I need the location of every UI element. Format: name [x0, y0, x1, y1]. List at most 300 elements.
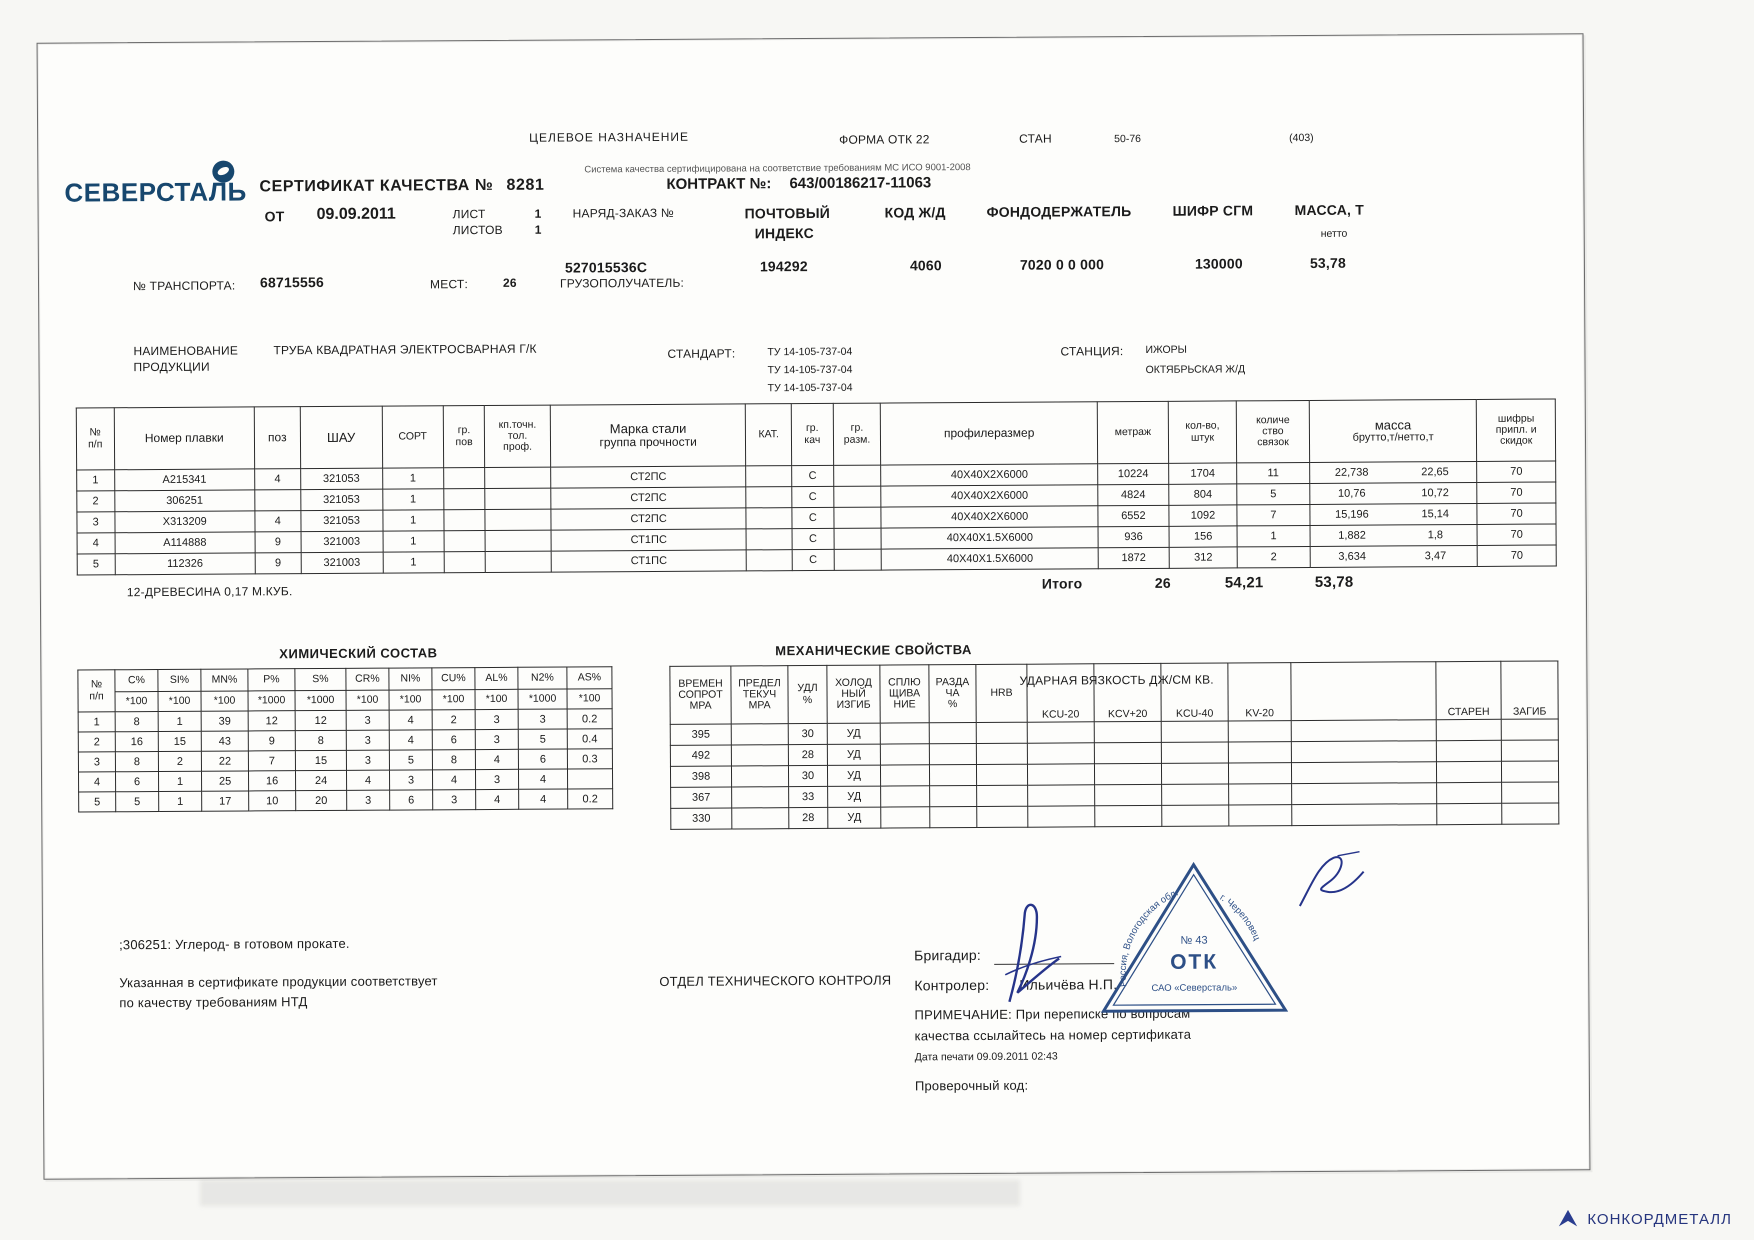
cell-kp: [485, 488, 551, 509]
th-heat: Номер плавки: [114, 407, 255, 470]
chem-mult-5: *100: [346, 690, 389, 710]
cell-gr-kach: С: [792, 528, 834, 549]
cell-heat: 306251: [114, 490, 255, 512]
mech-cell-elong: 28: [789, 807, 828, 828]
places-label: МЕСТ:: [429, 277, 469, 292]
severstal-logo: [64, 176, 254, 208]
standard-value-0: ТУ 14-105-737-04: [767, 345, 853, 359]
chem-cell-mn: 25: [201, 771, 248, 791]
conformity-line1: Указанная в сертификате продукции соответствует: [119, 973, 438, 991]
stamp-otk: ОТК: [1170, 950, 1219, 974]
cell-codes: 70: [1477, 503, 1556, 524]
chem-row: [78, 709, 612, 732]
cell-shau: 321003: [301, 552, 383, 574]
mech-cell-kcu40: [1161, 763, 1228, 784]
cell-codes: 70: [1477, 461, 1556, 482]
cell-codes: 70: [1478, 545, 1557, 566]
chem-cell-n2: 3: [518, 709, 567, 729]
th-kat: КАТ.: [746, 404, 792, 466]
mass-label: МАССА, Т: [1294, 201, 1364, 219]
mech-cell-hrb: [977, 785, 1028, 806]
cell-qty: 312: [1169, 547, 1237, 568]
chem-cell-p: 9: [248, 731, 295, 751]
standard-value-2: ТУ 14-105-737-04: [767, 381, 853, 395]
chem-cell-cu: 8: [432, 750, 475, 770]
chem-cell-as: 0.2: [568, 789, 613, 809]
chem-cell-c: 16: [115, 732, 158, 752]
check-code-label: Проверочный код:: [914, 1077, 1029, 1094]
cell-gr-razm: [834, 528, 882, 549]
chem-th-si: SI%: [158, 669, 201, 691]
code-paren: (403): [1289, 131, 1314, 145]
cell-gr-pov: [444, 510, 486, 531]
carbon-note: ;306251: Углерод- в готовом прокате.: [119, 935, 350, 953]
chem-mult-1: *100: [158, 691, 201, 711]
mech-cell-kcv20: [1094, 763, 1161, 784]
chem-cell-s: 8: [295, 730, 346, 750]
mech-cell-expansion: [930, 786, 977, 807]
chem-cell-no: 2: [78, 732, 115, 752]
chem-row: [79, 789, 613, 812]
chem-cell-no: 1: [78, 712, 115, 732]
mech-cell-hrb: [976, 722, 1027, 743]
station-label: СТАНЦИЯ:: [1060, 344, 1124, 359]
conformity-line2: по качеству требованиям НТД: [119, 994, 308, 1011]
chem-cell-si: 1: [159, 791, 202, 811]
svg-text:Россия, Вологодская обл.: [1117, 887, 1180, 987]
mech-cell-kcu20: [1027, 764, 1094, 785]
mech-th-kcu40: KCU-40: [1161, 663, 1228, 721]
chem-cell-as: 0.4: [567, 729, 612, 749]
mech-cell-tensile: 330: [671, 808, 732, 829]
mech-cell-bend: УД: [827, 765, 880, 786]
chem-cell-cr: 3: [346, 730, 389, 750]
chem-cell-c: 6: [115, 772, 158, 792]
cell-shau: 321053: [300, 510, 382, 532]
mech-row: [671, 803, 1559, 829]
mech-th-yield: ПРЕДЕЛ ТЕКУЧ МРА: [731, 666, 788, 724]
mech-cell-bend: УД: [827, 744, 880, 765]
cell-shau: 321053: [300, 468, 382, 490]
mech-cell-flattening: [881, 807, 930, 828]
cell-steel: СТ1ПС: [551, 529, 747, 551]
table-row: [77, 545, 1556, 575]
mech-cell-aging: [1436, 761, 1501, 782]
cell-gr-razm: [833, 486, 881, 507]
mass-value: 53,78: [1309, 254, 1347, 271]
cert-title-text: СЕРТИФИКАТ КАЧЕСТВА №: [259, 176, 494, 196]
cell-no: 2: [77, 491, 115, 512]
mech-th-expansion: РАЗДА ЧА %: [929, 665, 976, 723]
otk-department: ОТДЕЛ ТЕХНИЧЕСКОГО КОНТРОЛЯ: [659, 972, 892, 989]
mechanical-table: [669, 660, 1559, 829]
chem-cell-al: 3: [475, 709, 518, 729]
postal-label-line2: ИНДЕКС: [754, 224, 814, 242]
cell-mass: [1310, 524, 1478, 546]
mech-cell-bendtest: [1502, 803, 1559, 824]
mechanical-title: МЕХАНИЧЕСКИЕ СВОЙСТВА: [775, 642, 972, 659]
main-table-wrap: [76, 398, 1557, 575]
cell-bundles: 1: [1237, 525, 1310, 546]
fund-label: ФОНДОДЕРЖАТЕЛЬ: [986, 203, 1132, 220]
mech-th-hrb: HRB: [976, 664, 1027, 722]
brigadier-label: Бригадир:: [914, 946, 982, 964]
cell-heat: А114888: [115, 532, 256, 554]
remark-line1: ПРИМЕЧАНИЕ: При переписке по вопросам: [914, 1005, 1191, 1023]
th-steel-line1: Марка стали: [609, 421, 687, 437]
mech-cell-spacer: [1291, 741, 1436, 763]
mech-cell-bendtest: [1501, 740, 1558, 761]
cell-steel: СТ2ПС: [550, 466, 746, 488]
cell-pos: 9: [255, 532, 301, 553]
mech-cell-elong: 30: [788, 723, 827, 744]
postal-label-line1: ПОЧТОВЫЙ: [744, 204, 831, 222]
mech-row: [670, 740, 1558, 766]
chem-cell-cr: 3: [347, 790, 390, 810]
cell-mass-net: 10,72: [1421, 487, 1449, 500]
th-gr-razm: гр. разм.: [833, 403, 881, 465]
cell-mass: [1309, 461, 1477, 483]
main-table: [76, 398, 1557, 575]
chem-cell-mn: 17: [202, 791, 249, 811]
cell-mass-gross: 15,196: [1335, 508, 1369, 521]
cell-pos: 4: [255, 469, 301, 490]
chem-th-n2: N2%: [518, 667, 567, 689]
chem-cell-no: 3: [78, 752, 115, 772]
cell-kat: [747, 550, 793, 571]
mech-cell-kv20: [1228, 721, 1291, 742]
mech-th-kcv20: KCV+20: [1094, 663, 1161, 721]
mech-cell-elong: 30: [788, 765, 827, 786]
chem-cell-c: 8: [115, 712, 158, 732]
cell-sort: 1: [383, 552, 444, 573]
chem-cell-n2: 4: [518, 769, 567, 789]
station-value-railway: ОКТЯБРЬСКАЯ Ж/Д: [1145, 363, 1246, 376]
table-row: [77, 461, 1556, 491]
chem-th-p: P%: [248, 669, 295, 691]
cell-meterage: 6552: [1098, 505, 1169, 526]
wood-note: 12-ДРЕВЕСИНА 0,17 М.КУБ.: [126, 584, 293, 600]
mech-cell-spacer: [1292, 783, 1437, 805]
chem-cell-mn: 22: [201, 751, 248, 771]
mech-cell-yield: [731, 745, 788, 766]
chem-cell-ni: 3: [389, 770, 432, 790]
mech-th-kcu20: KCU-20: [1027, 664, 1094, 722]
mech-row: [670, 719, 1558, 745]
mech-cell-tensile: 367: [671, 787, 732, 808]
mech-cell-tensile: 398: [670, 766, 731, 787]
th-profile: профилеразмер: [881, 402, 1098, 465]
cell-bundles: 7: [1237, 504, 1310, 525]
stamp-arc-left: Россия, Вологодская обл.: [1117, 887, 1181, 988]
chem-cell-mn: 43: [201, 731, 248, 751]
chem-cell-as: 0.3: [567, 749, 612, 769]
mech-cell-aging: [1436, 740, 1501, 761]
mech-cell-expansion: [930, 807, 977, 828]
cell-meterage: 1872: [1098, 547, 1169, 568]
th-mass: масса брутто,т/нетто,т: [1309, 399, 1477, 462]
chem-mult-2: *100: [201, 691, 248, 711]
controller-name: Ильичёва Н.П.: [1019, 976, 1118, 993]
product-name-label-line2: ПРОДУКЦИИ: [133, 359, 210, 375]
mech-cell-kcu20: [1028, 806, 1095, 827]
cell-mass-net: 3,47: [1424, 550, 1447, 563]
chemical-table-wrap: [77, 666, 613, 812]
order-label: НАРЯД-ЗАКАЗ №: [572, 205, 675, 221]
standard-value-1: ТУ 14-105-737-04: [767, 363, 853, 377]
cell-shau: 321003: [301, 531, 383, 553]
cell-gr-pov: [444, 489, 486, 510]
footer-brand: [1557, 1208, 1732, 1230]
mech-cell-expansion: [929, 765, 976, 786]
cert-number: 8281: [506, 176, 545, 194]
chem-cell-cu: 4: [432, 770, 475, 790]
cell-gr-kach: С: [792, 507, 834, 528]
contract-label: КОНТРАКТ №:: [666, 175, 772, 193]
cell-steel: СТ2ПС: [551, 508, 747, 530]
chem-cell-si: 1: [158, 771, 201, 791]
chem-cell-n2: 5: [518, 729, 567, 749]
mech-cell-aging: [1437, 782, 1502, 803]
cell-sort: 1: [383, 531, 444, 552]
cell-shau: 321053: [300, 489, 382, 511]
sheet-value: 1: [534, 206, 542, 221]
mech-cell-kcu40: [1162, 784, 1229, 805]
chem-mult-7: *100: [432, 690, 475, 710]
consignee-label: ГРУЗОПОЛУЧАТЕЛЬ:: [559, 275, 685, 291]
chem-cell-ni: 6: [390, 790, 433, 810]
chem-cell-al: 4: [475, 749, 518, 769]
cell-profile: 40Х40Х1.5Х6000: [881, 527, 1098, 549]
product-name-label-line1: НАИМЕНОВАНИЕ: [133, 343, 239, 359]
cell-sort: 1: [383, 510, 444, 531]
mech-row: [671, 782, 1559, 808]
chem-cell-cr: 3: [346, 750, 389, 770]
cell-gr-pov: [443, 468, 485, 489]
mech-th-spacer: [1291, 662, 1436, 721]
station-value-city: ИЖОРЫ: [1145, 343, 1187, 356]
th-bundles: количе ство связок: [1236, 400, 1309, 462]
cell-meterage: 10224: [1098, 463, 1169, 484]
mill-value: 50-76: [1114, 132, 1142, 146]
chem-mult-4: *1000: [295, 690, 346, 710]
mech-cell-kv20: [1228, 742, 1291, 763]
cell-sort: 1: [382, 468, 443, 489]
cell-kat: [746, 466, 792, 487]
chem-cell-s: 20: [296, 790, 347, 810]
mech-cell-flattening: [880, 765, 929, 786]
chem-cell-si: 1: [158, 711, 201, 731]
otk-stamp: [1099, 858, 1290, 1019]
mech-cell-kcu40: [1162, 805, 1229, 826]
chem-cell-cr: 3: [346, 710, 389, 730]
chemical-table: [77, 666, 613, 812]
chem-th-mn: MN%: [201, 669, 248, 691]
cell-pos: [255, 490, 301, 511]
contract-value: 643/00186217-11063: [789, 174, 932, 193]
cell-qty: 1704: [1169, 463, 1237, 484]
th-meterage: метраж: [1097, 401, 1168, 463]
cell-mass-gross: 1,882: [1338, 529, 1366, 542]
otk-stamp-triangle: [1099, 858, 1290, 1019]
mech-cell-kcu20: [1028, 785, 1095, 806]
cell-bundles: 2: [1237, 546, 1310, 567]
chem-cell-s: 15: [295, 750, 346, 770]
cell-gr-razm: [833, 465, 881, 486]
chevron-logo-icon: [1557, 1208, 1579, 1230]
chem-cell-n2: 4: [519, 789, 568, 809]
cell-mass: [1310, 545, 1478, 567]
mech-cell-bendtest: [1501, 761, 1558, 782]
sheets-value: 1: [534, 222, 542, 237]
certificate-page: [37, 33, 1591, 1179]
cell-kp: [485, 509, 551, 530]
table-row: [77, 482, 1556, 512]
cell-pos: 4: [255, 511, 301, 532]
purpose-label: ЦЕЛЕВОЕ НАЗНАЧЕНИЕ: [529, 129, 690, 145]
print-date: Дата печати 09.09.2011 02:43: [914, 1050, 1058, 1064]
cell-mass: [1310, 482, 1478, 504]
mech-cell-aging: [1436, 719, 1501, 740]
cell-codes: 70: [1477, 482, 1556, 503]
mech-cell-yield: [732, 808, 789, 829]
chem-mult-6: *100: [389, 690, 432, 710]
controller-label: Контролер:: [914, 976, 990, 994]
form-label: ФОРМА ОТК 22: [839, 132, 930, 147]
chem-cell-as: 0.2: [567, 709, 612, 729]
mech-cell-kcv20: [1094, 742, 1161, 763]
mech-cell-expansion: [929, 723, 976, 744]
mech-cell-elong: 28: [788, 744, 827, 765]
mech-cell-bend: УД: [828, 786, 881, 807]
mech-cell-aging: [1437, 803, 1502, 824]
chem-row: [78, 769, 612, 792]
mech-cell-hrb: [976, 764, 1027, 785]
cell-kat: [746, 487, 792, 508]
cell-profile: 40Х40Х1.5Х6000: [882, 548, 1099, 570]
footer-brand-text: КОНКОРДМЕТАЛЛ: [1587, 1210, 1732, 1228]
mass-sublabel: нетто: [1320, 227, 1348, 240]
mech-cell-kcu40: [1161, 742, 1228, 763]
ot-label: ОТ: [264, 208, 285, 225]
chem-th-s: S%: [295, 668, 346, 690]
mech-cell-kcu40: [1161, 721, 1228, 742]
chem-cell-al: 4: [476, 789, 519, 809]
mech-cell-kcu20: [1027, 722, 1094, 743]
mech-cell-flattening: [880, 744, 929, 765]
stamp-arc-right: г. Череповец: [1217, 892, 1263, 943]
cell-qty: 156: [1169, 526, 1237, 547]
chemical-title: ХИМИЧЕСКИЙ СОСТАВ: [279, 645, 438, 662]
cell-pos: 9: [255, 553, 301, 574]
transport-label: № ТРАНСПОРТА:: [132, 278, 236, 294]
cell-mass-net: 22,65: [1421, 466, 1449, 479]
chem-cell-n2: 6: [518, 749, 567, 769]
mech-cell-hrb: [976, 743, 1027, 764]
brigadier-signature-line: [994, 963, 1114, 965]
chem-cell-p: 10: [249, 791, 296, 811]
cell-bundles: 5: [1237, 483, 1310, 504]
mech-cell-bendtest: [1502, 782, 1559, 803]
chem-cell-p: 12: [248, 711, 295, 731]
chem-th-al: AL%: [475, 667, 518, 689]
cell-mass-gross: 22,738: [1334, 466, 1369, 479]
sheet-label: ЛИСТ: [452, 206, 486, 222]
mech-cell-spacer: [1292, 804, 1437, 826]
chem-th-c: C%: [115, 670, 158, 692]
cell-kp: [486, 551, 552, 572]
total-gross: 54,21: [1224, 574, 1264, 592]
sgm-label: ШИФР СГМ: [1172, 202, 1254, 219]
cell-heat: Х313209: [114, 511, 255, 533]
th-codes: шифры припл. и скидок: [1477, 399, 1556, 461]
mech-cell-bend: УД: [827, 723, 880, 744]
mech-cell-kcv20: [1095, 805, 1162, 826]
cell-mass-gross: 10,76: [1337, 487, 1366, 500]
th-kp: кп.точн. тол. проф.: [485, 405, 551, 467]
remark-line2: качества ссылайтесь на номер сертификата: [914, 1026, 1192, 1044]
total-label: Итого: [1041, 575, 1083, 592]
cell-qty: 804: [1169, 484, 1237, 505]
chem-cell-no: 4: [78, 772, 115, 792]
mill-label: СТАН: [1019, 131, 1052, 146]
cell-gr-kach: С: [792, 486, 834, 507]
th-qty: кол-во, штук: [1168, 401, 1237, 463]
rail-code-label: КОД Ж/Д: [884, 204, 946, 221]
cell-kp: [485, 467, 551, 488]
mech-cell-expansion: [929, 744, 976, 765]
cell-kat: [747, 529, 793, 550]
th-shau: ШАУ: [300, 406, 383, 469]
th-steel: [550, 404, 746, 467]
mech-th-elong: УДЛ %: [788, 665, 827, 723]
cell-gr-pov: [444, 552, 486, 573]
order-value: 527015536С: [564, 259, 648, 276]
table-row: [77, 524, 1556, 554]
chem-cell-c: 5: [116, 792, 159, 812]
th-no: № п/п: [76, 408, 114, 470]
cert-date: 09.09.2011: [316, 205, 396, 224]
th-gr-kach: гр. кач: [791, 403, 833, 465]
chem-row: [78, 729, 612, 752]
cell-gr-kach: С: [792, 465, 834, 486]
mech-cell-kcv20: [1095, 784, 1162, 805]
rail-code-value: 4060: [909, 257, 942, 274]
chem-cell-c: 8: [115, 752, 158, 772]
mech-th-kv20: KV-20: [1228, 663, 1291, 721]
cell-heat: 112326: [115, 553, 256, 575]
sgm-value: 130000: [1194, 255, 1243, 272]
table-row: [77, 503, 1556, 533]
chem-mult-3: *1000: [248, 691, 295, 711]
mech-th-aging: СТАРЕН: [1436, 661, 1501, 719]
cell-mass-gross: 3,634: [1338, 550, 1366, 563]
cell-profile: 40Х40Х2Х6000: [881, 464, 1098, 486]
impact-title: УДАРНАЯ ВЯЗКОСТЬ ДЖ/СМ КВ.: [1019, 672, 1214, 688]
cell-profile: 40Х40Х2Х6000: [881, 506, 1098, 528]
cell-profile: 40Х40Х2Х6000: [881, 485, 1098, 507]
mech-cell-tensile: 492: [670, 745, 731, 766]
mech-cell-yield: [731, 766, 788, 787]
cell-bundles: 11: [1237, 462, 1310, 483]
chem-cell-p: 16: [248, 771, 295, 791]
brigadier-signature: [989, 896, 1080, 1007]
chem-cell-as: [567, 769, 612, 789]
chem-cell-al: 3: [475, 729, 518, 749]
th-pos: поз: [254, 407, 300, 469]
chem-cell-si: 15: [158, 731, 201, 751]
chem-mult-0: *100: [115, 692, 158, 712]
